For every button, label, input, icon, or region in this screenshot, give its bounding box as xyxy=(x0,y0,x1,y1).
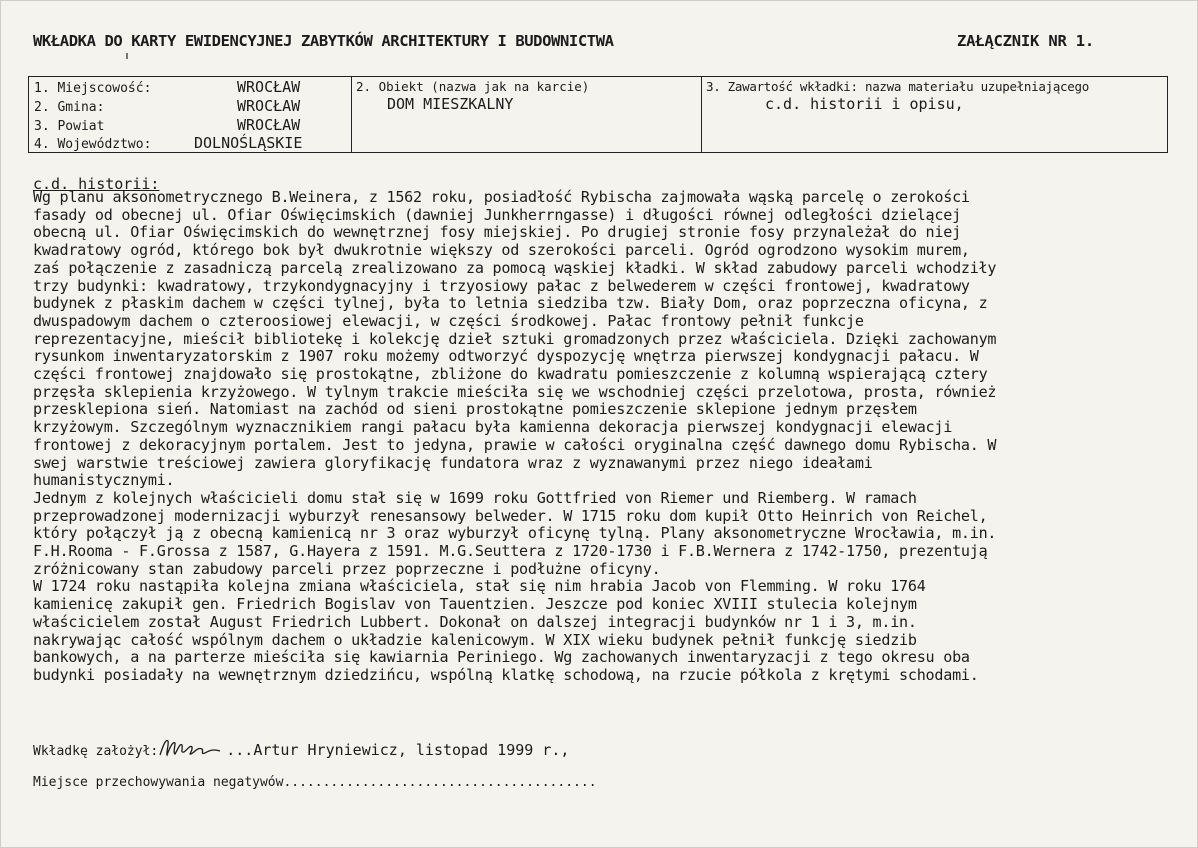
text-line: Wg planu aksonometrycznego B.Weinera, z 1562 roku, posiadłość Rybischa zajmowała wąską parcelę o zerokości xyxy=(33,188,970,206)
object-label: 2. Obiekt (nazwa jak na karcie) xyxy=(356,79,590,94)
history-text xyxy=(33,189,1145,685)
text-line: budynki posiadały na wewnętrznym dziedzińcu, wspólną klatkę schodową, na rzucie półkola z krętymi schodami. xyxy=(33,665,979,684)
text-line: zróżnicowany stan zabudowy parceli przez poprzeczne i podłużne oficyny. xyxy=(33,559,661,578)
text-line: dwuspadowym dachem o czteroosiowej elewacji, w części środkowej. Pałac frontowy pełnił funkcje xyxy=(33,311,864,330)
content-cell xyxy=(701,77,1167,152)
author-dots: .. xyxy=(226,741,245,759)
text-line: Jednym z kolejnych właścicieli domu stał się w 1699 roku Gottfried von Riemer und Riemberg. W ramach xyxy=(33,488,917,507)
location-label-voivodeship: 4. Województwo: xyxy=(34,137,152,152)
location-label-county: 3. Powiat xyxy=(34,119,105,134)
text-line: krzyżowym. Szczególnym wyznacznikiem rangi pałacu była kamienna dekoracja pierwszej kondygnacji elewacji xyxy=(33,418,953,437)
location-cell xyxy=(29,77,352,152)
text-line: części frontowej znajdowało się prostokątne, zbliżone do kwadratu pomieszczenie z kolumną wspierającą cztery xyxy=(33,365,988,384)
author-label: Wkładkę założył: xyxy=(33,744,159,759)
text-line: przęsła sklepienia krzyżowego. W tylnym trakcie mieściła się we wschodniej części przelotowa, prosta, również xyxy=(33,382,997,401)
signature-image xyxy=(158,737,226,759)
text-line: który połączył ją z obecną kamienicą nr 3 oraz wyburzył oficynę tylną. Plany aksonometryczne Wrocławia, m.in. xyxy=(33,524,997,543)
negatives-label: Miejsce przechowywania negatywów xyxy=(33,775,284,790)
text-line: przeprowadzonej modernizacji wyburzył renesansowy belweder. W 1715 roku dom kupił Otto Heinrich von Reichel, xyxy=(33,506,988,525)
author-value: .Artur Hryniewicz, listopad 1999 r., xyxy=(244,741,570,759)
text-line: kamienicę zakupił gen. Friedrich Bogislav von Tauentzien. Jeszcze pod koniec XVIII stulecia kolejnym xyxy=(33,595,917,614)
location-value-commune: WROCŁAW xyxy=(237,97,301,115)
location-label-commune: 2. Gmina: xyxy=(34,100,105,115)
form-title: WKŁADKA DO KARTY EWIDENCYJNEJ ZABYTKÓW ARCHITEKTURY I BUDOWNICTWA xyxy=(33,32,614,50)
text-line: przesklepiona sień. Natomiast na zachód od sieni prostokątne pomieszczenie sklepione jednym przęsłem xyxy=(33,400,917,419)
text-line: budynek z płaskim dachem w części tylnej, była to letnia siedziba tzw. Biały Dom, oraz poprzeczna oficyna, z xyxy=(33,294,988,313)
text-line: F.H.Rooma - F.Grossa z 1587, G.Hayera z 1591. M.G.Seuttera z 1720-1730 i F.B.Wernera z 1742-1750, prezentują xyxy=(33,542,988,561)
object-value: DOM MIESZKALNY xyxy=(387,95,514,113)
identification-box xyxy=(28,76,1168,153)
text-line: reprezentacyjne, mieścił bibliotekę i kolekcję dzieł sztuki gromadzonych przez właściciela. Dzięki zachowanym xyxy=(33,329,997,348)
content-value: c.d. historii i opisu, xyxy=(765,95,964,113)
text-line: frontowej z dekoracyjnym portalem. Jest to jedyna, prawie w całości oryginalna część dawnego domu Rybischa. W xyxy=(33,435,997,454)
text-line: fasady od obecnej ul. Ofiar Oświęcimskich (dawniej Junkherrngasse) i długości równej odległości dzielącej xyxy=(33,205,961,224)
section-heading: c.d. historii: xyxy=(33,175,160,193)
negatives-line xyxy=(33,775,597,790)
object-cell xyxy=(351,77,702,152)
text-line: swej warstwie treściowej zawiera gloryfikację fundatora wraz z wyznawanymi przez niego ideałami xyxy=(33,453,873,472)
location-value-county: WROCŁAW xyxy=(237,116,301,134)
text-line: właścicielem został August Friedrich Lubbert. Dokonał on dalszej integracji budynków nr 1 i 3, m.in. xyxy=(33,612,917,631)
location-label-locality: 1. Miejscowość: xyxy=(34,81,152,96)
text-line: trzy budynki: kwadratowy, trzykondygnacyjny i trzyosiowy pałac z belwederem w części frontowej, kwadratowy xyxy=(33,276,970,295)
negatives-dots: ........................................ xyxy=(283,775,597,790)
author-line xyxy=(33,737,569,759)
text-line: bankowych, a na parterze mieściła się kawiarnia Periniego. Wg zachowanych inwentaryzacji z tego okresu oba xyxy=(33,648,970,667)
text-line: rysunkom inwentaryzatorskim z 1907 roku możemy odtworzyć dyspozycję wnętrza pierwszej kondygnacji pałacu. W xyxy=(33,347,979,366)
annex-number: ZAŁĄCZNIK NR 1. xyxy=(957,32,1094,50)
text-line: obecną ul. Ofiar Oświęcimskich do wewnętrznej fosy miejskiej. Po drugiej stronie fosy przynależał do niej xyxy=(33,223,961,242)
text-line: zaś połączenie z zasadniczą parcelą zrealizowano za pomocą wąskiej kładki. W skład zabudowy parceli wchodziły xyxy=(33,258,997,277)
location-value-locality: WROCŁAW xyxy=(237,78,301,96)
text-line: nakrywając całość wspólnym dachem o układzie kalenicowym. W XIX wieku budynek pełnił funkcję siedzib xyxy=(33,630,917,649)
text-line: W 1724 roku nastąpiła kolejna zmiana właściciela, stał się nim hrabia Jacob von Flemming. W roku 1764 xyxy=(33,577,926,596)
ink-mark xyxy=(126,53,128,59)
text-line: humanistycznymi. xyxy=(33,471,175,490)
location-value-voivodeship: DOLNOŚLĄSKIE xyxy=(194,134,303,152)
text-line: kwadratowy ogród, którego bok był dwukrotnie większy od szerokości parceli. Ogród ogrodzono wysokim murem, xyxy=(33,241,970,260)
content-label: 3. Zawartość wkładki: nazwa materiału uzupełniającego xyxy=(706,79,1089,94)
